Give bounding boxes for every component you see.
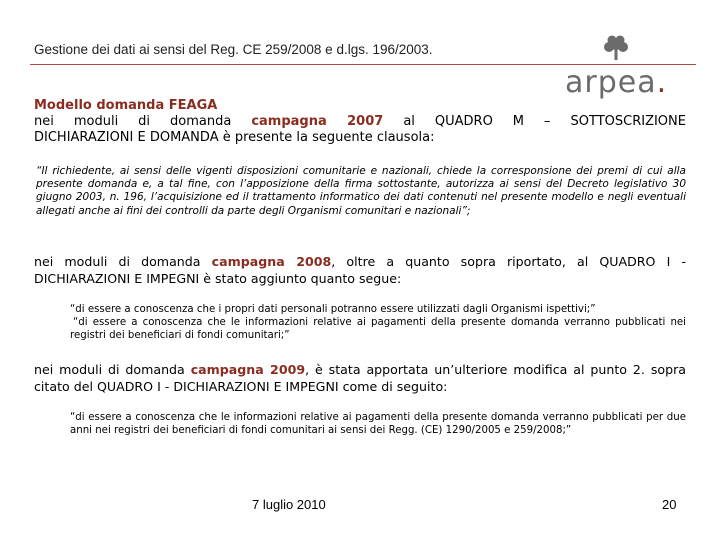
quote-2008-line2: “di essere a conoscenza che le informazioni relative ai pagamenti della presente domanda verranno pubblicati nei registri dei beneficiari di fondi comunitari;” [70,317,686,341]
campaign-2008: campagna 2008 [211,254,332,269]
quote-2008 [70,303,686,342]
section-feaga [34,98,686,146]
campaign-2007: campagna 2007 [251,114,384,129]
slide-title: Gestione dei dati ai sensi del Reg. CE 259/2008 e d.lgs. 196/2003. [34,42,433,57]
quote-2008-line1: “di essere a conoscenza che i propri dati personali potranno essere utilizzati dagli Organismi ispettivi;” [70,304,596,315]
section-line-2: DICHIARAZIONI E DOMANDA è presente la seguente clausola: [34,130,435,145]
campaign-2009: campagna 2009 [190,362,306,377]
quote-2009: “di essere a conoscenza che le informazioni relative ai pagamenti della presente domanda verranno pubblicati per due anni nei registri dei beneficiari di fondi comunitari ai sensi dei Regg. (CE) 1290/2005 e 259/2008;” [70,412,686,436]
paragraph-2008: nei moduli di domanda campagna 2008, oltre a quanto sopra riportato, al QUADRO I - DICHIARAZIONI E IMPEGNI è stato aggiunto quanto segue: [34,254,686,286]
arpea-logo: arpea. [565,65,668,100]
section-line-1: nei moduli di domanda campagna 2007 al QUADRO M – SOTTOSCRIZIONE [34,114,686,129]
footer-date: 7 luglio 2010 [252,497,326,512]
section-heading: Modello domanda FEAGA [34,98,218,113]
paragraph-2009: nei moduli di domanda campagna 2009, è stata apportata un’ulteriore modifica al punto 2. sopra citato del QUADRO I - DICHIARAZIONI E IMPEGNI come di seguito: [34,362,686,394]
page-number: 20 [662,497,677,512]
quote-clausola-2007: “Il richiedente, ai sensi delle vigenti disposizioni comunitarie e nazionali, chiede la corresponsione dei premi di cui alla presente domanda e, a tal fine, con l’apposizione della firma sottostante, autorizza ai sensi del Decreto legislativo 30 giugno 2003, n. 196, l’acquisizione ed il trattamento informatico dei dati contenuti nel presente modello e negli eventuali allegati anche ai fini dei controlli da parte degli Organismi comunitari e nazionali”; [36,165,686,217]
